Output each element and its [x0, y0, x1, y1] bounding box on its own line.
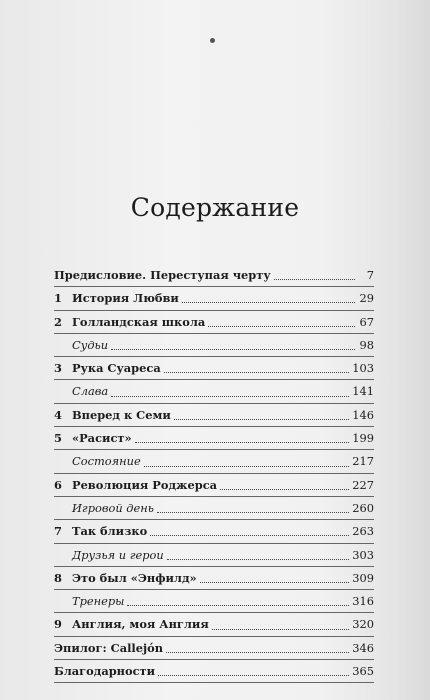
dot-leader: [111, 348, 355, 350]
entry-title: Благодарности: [54, 664, 156, 679]
toc-entry: [54, 474, 374, 496]
toc-subentry: [54, 334, 374, 356]
entry-title: Предисловие. Переступая черту: [54, 268, 271, 282]
chapter-number: 2: [54, 314, 62, 329]
toc-subentry: [54, 544, 374, 566]
toc-subentry: [54, 590, 374, 612]
dot-leader: [157, 511, 349, 513]
dot-leader: [150, 534, 349, 536]
dot-leader: [158, 674, 349, 676]
page-number: 146: [352, 407, 374, 422]
page-number: 263: [352, 524, 374, 539]
toc-subentry: [54, 450, 374, 472]
toc-entry: [54, 427, 374, 449]
chapter-number: 3: [54, 361, 62, 376]
dot-leader: [220, 488, 349, 490]
page-number: 98: [359, 337, 374, 352]
entry-title: Голландская школа: [72, 314, 206, 329]
page-number: 320: [352, 617, 374, 632]
entry-title: Вперед к Семи: [72, 407, 171, 422]
entry-title: История Любви: [72, 291, 179, 306]
dot-leader: [182, 301, 355, 303]
dot-leader: [208, 325, 355, 327]
page-number: 316: [352, 594, 374, 609]
entry-title: «Расист»: [72, 431, 132, 446]
chapter-number: 8: [54, 570, 62, 585]
toc-entry: [54, 520, 374, 542]
toc-entry: [54, 613, 374, 635]
toc-subentry: [54, 497, 374, 519]
toc-entry: [54, 357, 374, 379]
dot-leader: [174, 418, 349, 420]
chapter-number: 4: [54, 407, 62, 422]
dot-leader: [144, 465, 350, 467]
entry-title: Судьи: [72, 337, 109, 352]
dot-leader: [111, 395, 349, 397]
entry-title: Игровой день: [72, 500, 154, 515]
entry-title: Состояние: [72, 454, 141, 469]
table-of-contents: [54, 264, 374, 683]
toc-entry: [54, 567, 374, 589]
page-number: 103: [352, 361, 374, 376]
dot-leader: [166, 651, 349, 653]
dot-leader: [212, 628, 349, 630]
page-title: Содержание: [130, 192, 300, 222]
chapter-number: 1: [54, 291, 62, 306]
entry-title: Революция Роджерса: [72, 477, 218, 492]
toc-entry: [54, 404, 374, 426]
chapter-number: 7: [54, 524, 62, 539]
dot-leader: [164, 371, 350, 373]
page-number: 67: [359, 314, 374, 329]
chapter-number: 5: [54, 431, 62, 446]
toc-entry: [54, 637, 374, 659]
entry-divider: [54, 682, 374, 683]
chapter-number: 6: [54, 477, 62, 492]
dot-leader: [274, 278, 355, 280]
entry-title: Это был «Энфилд»: [72, 570, 197, 585]
chapter-number: 9: [54, 617, 62, 632]
dot-leader: [167, 558, 350, 560]
toc-entry: [54, 287, 374, 309]
decorative-dot: [210, 38, 215, 43]
page-number: 346: [352, 640, 374, 655]
page-number: 303: [352, 547, 374, 562]
page-number: 227: [352, 477, 374, 492]
entry-title: Так близко: [72, 524, 148, 539]
page-number: 7: [366, 268, 374, 282]
entry-title: Слава: [72, 384, 109, 399]
dot-leader: [127, 604, 349, 606]
toc-entry: [54, 311, 374, 333]
entry-title: Друзья и герои: [72, 547, 164, 562]
page-number: 260: [352, 500, 374, 515]
toc-entry: [54, 660, 374, 682]
page-number: 365: [352, 664, 374, 679]
page-number: 199: [352, 431, 374, 446]
page-number: 309: [352, 570, 374, 585]
dot-leader: [200, 581, 350, 583]
dot-leader: [135, 441, 350, 443]
toc-subentry: [54, 380, 374, 402]
page-number: 29: [359, 291, 374, 306]
entry-title: Англия, моя Англия: [72, 617, 209, 632]
entry-title: Рука Суареса: [72, 361, 161, 376]
toc-entry: [54, 264, 374, 286]
page-number: 217: [352, 454, 374, 469]
entry-title: Тренеры: [72, 594, 125, 609]
page-number: 141: [352, 384, 374, 399]
entry-title: Эпилог: Callejón: [54, 640, 163, 655]
